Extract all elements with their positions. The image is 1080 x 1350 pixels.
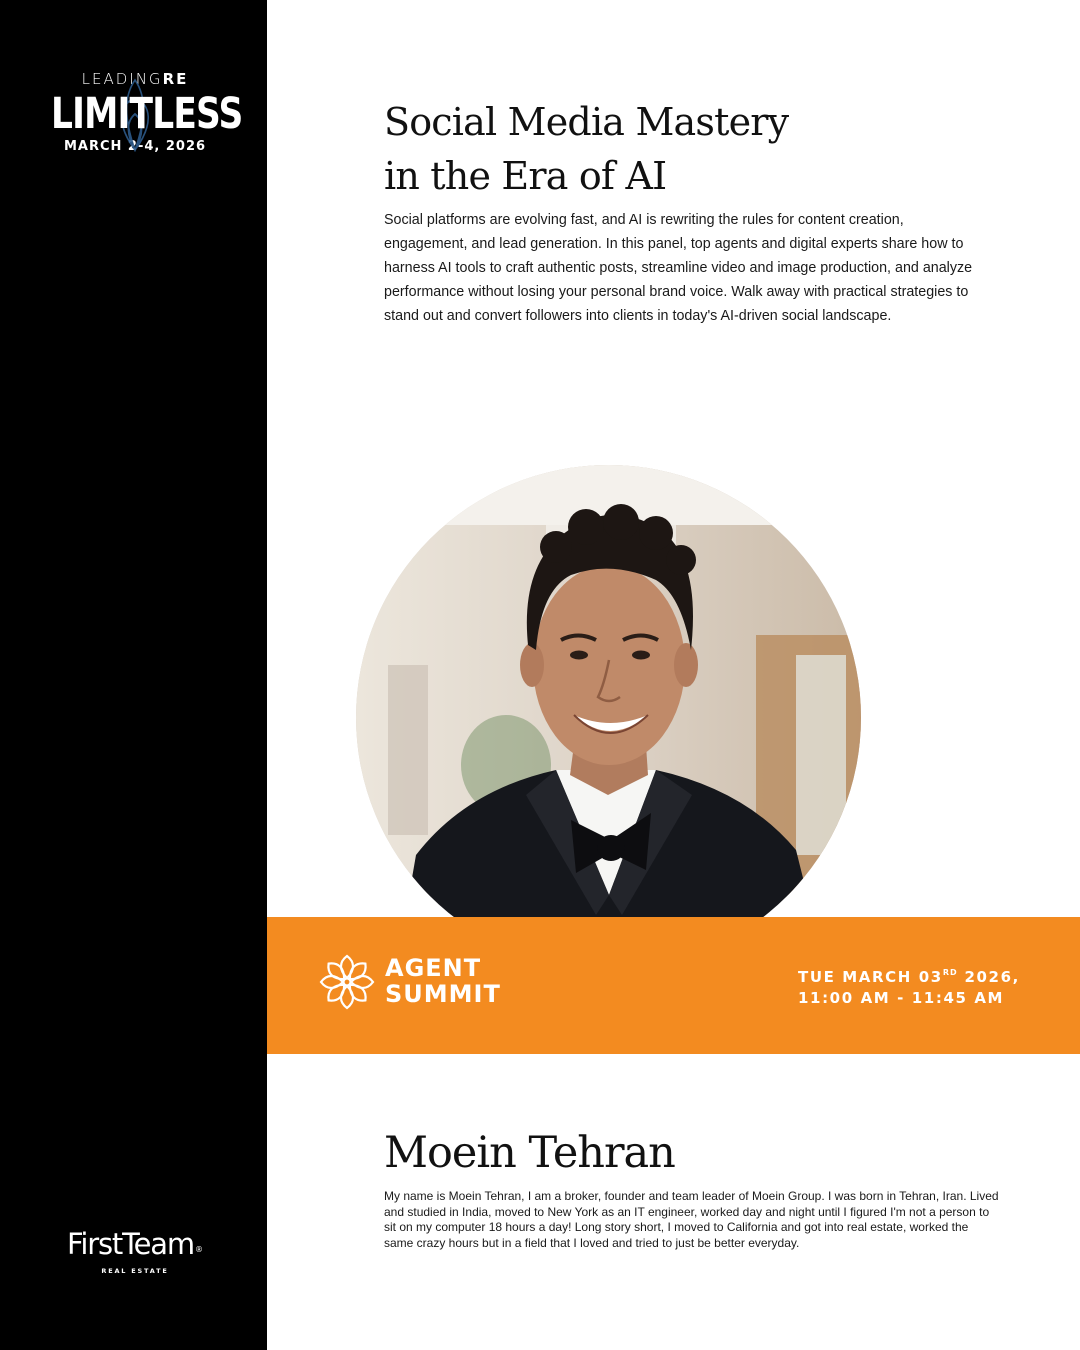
event-logo-prefix: LEADINGRE	[81, 70, 189, 88]
session-description: Social platforms are evolving fast, and AI is rewriting the rules for content creation, engagement, and lead generation. In this panel, top agents and digital experts share how to harness AI tools to craft authentic posts, streamline video and image production, and analyze performance without losing your personal brand voice. Walk away with practical strategies to stand out and convert followers into clients in today's AI-driven social landscape.	[384, 212, 973, 324]
company-name: FirstTeam®	[67, 1227, 203, 1261]
speaker-bio: My name is Moein Tehran, I am a broker, founder and team leader of Moein Group. I was born in Tehran, Iran. Lived and studied in India, moved to New York as an IT engineer, worked day and night until I figured I'm not a person to sit on my computer 18 hours a day! Long story short, I moved to California and got into real estate, worked the same crazy hours but in a field that I loved and tried to just be better everyday.	[384, 1189, 999, 1250]
summit-name	[385, 955, 501, 1007]
company-subtitle: REAL ESTATE	[101, 1267, 169, 1275]
session-title-line-2: in the Era of AI	[384, 154, 667, 198]
summit-name-line-2: SUMMIT	[385, 980, 501, 1008]
sidebar	[0, 0, 267, 1350]
session-time-range: 11:00 AM - 11:45 AM	[798, 989, 1005, 1007]
company-logo	[30, 1228, 240, 1275]
flower-logo-icon	[319, 954, 375, 1010]
session-date: TUE MARCH 03RD 2026,	[798, 968, 1020, 986]
session-title-line-1: Social Media Mastery	[384, 100, 789, 144]
agent-summit-banner	[267, 917, 1080, 1054]
speaker-photo	[356, 465, 861, 970]
event-logo	[30, 70, 243, 155]
event-logo-name: LIMITLESS	[51, 90, 219, 138]
session-datetime	[798, 962, 1020, 1009]
summit-name-line-1: AGENT	[385, 954, 482, 982]
session-title	[384, 95, 788, 203]
speaker-name: Moein Tehran	[384, 1128, 675, 1178]
event-dates: MARCH 2-4, 2026	[63, 139, 207, 154]
